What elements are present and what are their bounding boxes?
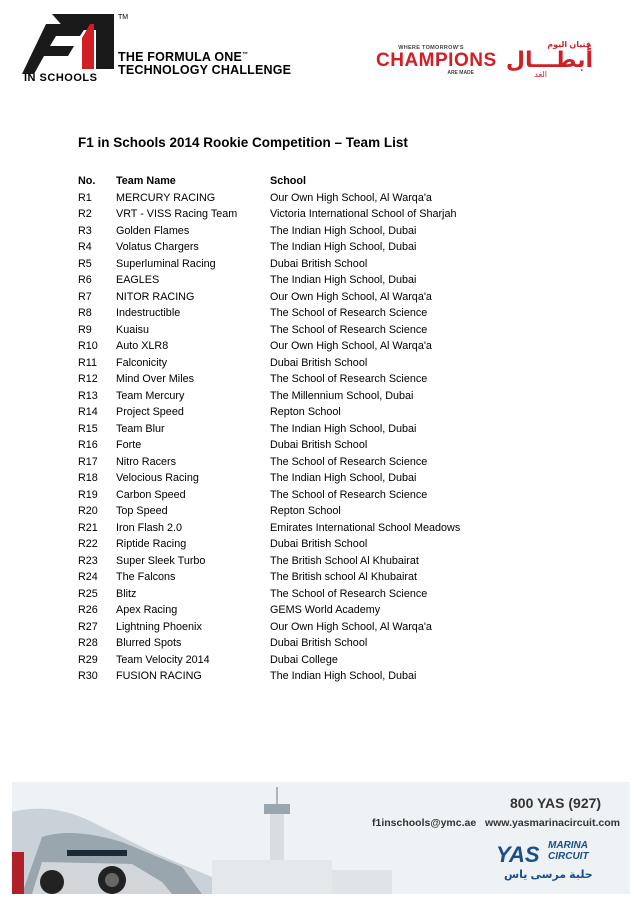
table-row [78, 437, 568, 454]
table-row [78, 619, 568, 636]
challenge-tm: ™ [242, 52, 249, 58]
table-row [78, 470, 568, 487]
table-row [78, 668, 568, 685]
team-name: Blitz [116, 587, 137, 600]
table-row [78, 487, 568, 504]
school-name: Our Own High School, Al Warqa'a [270, 620, 432, 633]
team-name: Forte [116, 439, 142, 452]
column-header-no: No. [78, 175, 96, 188]
team-number: R1 [78, 191, 92, 204]
team-name: Carbon Speed [116, 488, 186, 501]
table-row [78, 355, 568, 372]
team-number: R23 [78, 554, 98, 567]
team-number: R25 [78, 587, 98, 600]
table-row [78, 503, 568, 520]
team-number: R20 [78, 505, 98, 518]
team-name: EAGLES [116, 274, 160, 287]
table-row [78, 322, 568, 339]
table-row [78, 454, 568, 471]
table-row [78, 305, 568, 322]
school-name: The Indian High School, Dubai [270, 224, 417, 237]
school-name: Dubai British School [270, 637, 368, 650]
table-header-row [78, 173, 568, 190]
school-name: The Indian High School, Dubai [270, 274, 417, 287]
challenge-line-1: THE FORMULA ONE [118, 50, 243, 65]
team-number: R26 [78, 604, 98, 617]
table-row [78, 223, 568, 240]
school-name: Our Own High School, Al Warqa'a [270, 191, 432, 204]
team-number: R22 [78, 538, 98, 551]
team-name: FUSION RACING [116, 670, 202, 683]
table-row [78, 404, 568, 421]
team-name: Velocious Racing [116, 472, 199, 485]
team-number: R9 [78, 323, 92, 336]
team-name: Top Speed [116, 505, 168, 518]
team-number: R19 [78, 488, 98, 501]
table-row [78, 553, 568, 570]
table-row [78, 586, 568, 603]
school-name: Dubai British School [270, 439, 368, 452]
team-number: R12 [78, 373, 98, 386]
phone-number: 800 YAS (927) [510, 795, 602, 811]
school-name: The School of Research Science [270, 488, 428, 501]
school-name: The School of Research Science [270, 323, 428, 336]
yas-marina-circuit-logo [496, 838, 604, 884]
table-row [78, 371, 568, 388]
team-name: Indestructible [116, 307, 181, 320]
team-number: R13 [78, 389, 98, 402]
email-link[interactable]: f1inschools@ymc.ae [372, 817, 477, 829]
school-name: The Indian High School, Dubai [270, 422, 417, 435]
school-name: Victoria International School of Sharjah [270, 208, 457, 221]
team-name: NITOR RACING [116, 290, 195, 303]
team-name: The Falcons [116, 571, 176, 584]
table-row [78, 602, 568, 619]
team-number: R11 [78, 356, 98, 369]
school-name: Our Own High School, Al Warqa'a [270, 340, 432, 353]
table-row [78, 272, 568, 289]
table-body [78, 190, 568, 685]
table-row [78, 190, 568, 207]
arabic-circuit-text: حلبة مرسى ياس [504, 869, 593, 881]
school-name: The School of Research Science [270, 455, 428, 468]
team-number: R27 [78, 620, 98, 633]
contact-line [372, 817, 620, 829]
school-name: GEMS World Academy [270, 604, 381, 617]
school-name: Our Own High School, Al Warqa'a [270, 290, 432, 303]
school-name: The Indian High School, Dubai [270, 670, 417, 683]
champions-logo [376, 45, 497, 76]
team-name: Mind Over Miles [116, 373, 194, 386]
column-header-school: School [270, 175, 306, 188]
trademark-mark: TM [118, 14, 129, 21]
school-name: The School of Research Science [270, 307, 428, 320]
school-name: Repton School [270, 406, 341, 419]
team-number: R2 [78, 208, 92, 221]
team-name: MERCURY RACING [116, 191, 216, 204]
table-row [78, 520, 568, 537]
team-number: R7 [78, 290, 92, 303]
team-name: Blurred Spots [116, 637, 182, 650]
team-name: Kuaisu [116, 323, 150, 336]
table-row [78, 421, 568, 438]
school-name: The Indian High School, Dubai [270, 241, 417, 254]
yas-logo-text: YAS [496, 842, 540, 867]
team-name: Team Velocity 2014 [116, 653, 210, 666]
table-row [78, 256, 568, 273]
champions-bottom-text: ARE MADE [447, 70, 474, 76]
team-number: R28 [78, 637, 98, 650]
table-row [78, 289, 568, 306]
page-title: F1 in Schools 2014 Rookie Competition – Team List [78, 135, 408, 150]
champions-top-text: WHERE TOMORROW'S [398, 45, 464, 51]
table-row [78, 652, 568, 669]
team-number: R18 [78, 472, 98, 485]
team-name: Falconicity [116, 356, 168, 369]
team-number: R29 [78, 653, 98, 666]
arabic-bottom-text: الغد [534, 70, 547, 79]
arabic-top-text: فتيان اليوم [547, 40, 591, 49]
school-name: Dubai British School [270, 356, 368, 369]
team-number: R5 [78, 257, 92, 270]
team-name: Project Speed [116, 406, 184, 419]
team-name: Golden Flames [116, 224, 190, 237]
school-name: Dubai British School [270, 257, 368, 270]
table-row [78, 536, 568, 553]
team-number: R14 [78, 406, 98, 419]
team-name: Superluminal Racing [116, 257, 216, 270]
team-number: R24 [78, 571, 98, 584]
school-name: Repton School [270, 505, 341, 518]
team-name: Team Mercury [116, 389, 185, 402]
table-row [78, 569, 568, 586]
website-link[interactable]: www.yasmarinacircuit.com [484, 817, 620, 829]
team-number: R16 [78, 439, 98, 452]
team-number: R6 [78, 274, 92, 287]
column-header-team: Team Name [116, 175, 176, 188]
team-name: Lightning Phoenix [116, 620, 202, 633]
table-row [78, 206, 568, 223]
team-name: Team Blur [116, 422, 165, 435]
team-number: R4 [78, 241, 92, 254]
table-row [78, 338, 568, 355]
school-name: Dubai British School [270, 538, 368, 551]
arabic-main-text: أبطـــال [505, 47, 593, 72]
footer-banner [12, 782, 630, 894]
table-row [78, 239, 568, 256]
team-name: VRT - VISS Racing Team [116, 208, 238, 221]
school-name: The Indian High School, Dubai [270, 472, 417, 485]
school-name: Emirates International School Meadows [270, 521, 461, 534]
team-name: Iron Flash 2.0 [116, 521, 183, 534]
team-number: R8 [78, 307, 92, 320]
team-name: Volatus Chargers [116, 241, 199, 254]
school-name: Dubai College [270, 653, 338, 666]
challenge-title [118, 49, 291, 77]
team-number: R15 [78, 422, 98, 435]
school-name: The British School Al Khubairat [270, 554, 419, 567]
school-name: The British school Al Khubairat [270, 571, 418, 584]
team-number: R30 [78, 670, 98, 683]
school-name: The School of Research Science [270, 587, 428, 600]
page-header [0, 0, 638, 110]
in-schools-label: IN SCHOOLS [24, 72, 98, 84]
team-name: Riptide Racing [116, 538, 187, 551]
team-number: R3 [78, 224, 92, 237]
school-name: The School of Research Science [270, 373, 428, 386]
team-name: Auto XLR8 [116, 340, 169, 353]
marina-text: MARINA [548, 840, 588, 851]
school-name: The Millennium School, Dubai [270, 389, 414, 402]
table-row [78, 388, 568, 405]
team-number: R17 [78, 455, 98, 468]
challenge-line-2: TECHNOLOGY CHALLENGE [118, 63, 292, 78]
team-number: R21 [78, 521, 98, 534]
team-name: Apex Racing [116, 604, 178, 617]
circuit-text: CIRCUIT [548, 851, 589, 862]
team-number: R10 [78, 340, 98, 353]
table-row [78, 635, 568, 652]
team-name: Nitro Racers [116, 455, 176, 468]
team-list-table [78, 173, 568, 685]
team-name: Super Sleek Turbo [116, 554, 206, 567]
champions-main-text: CHAMPIONS [376, 50, 497, 71]
arabic-champions-logo [505, 40, 595, 80]
